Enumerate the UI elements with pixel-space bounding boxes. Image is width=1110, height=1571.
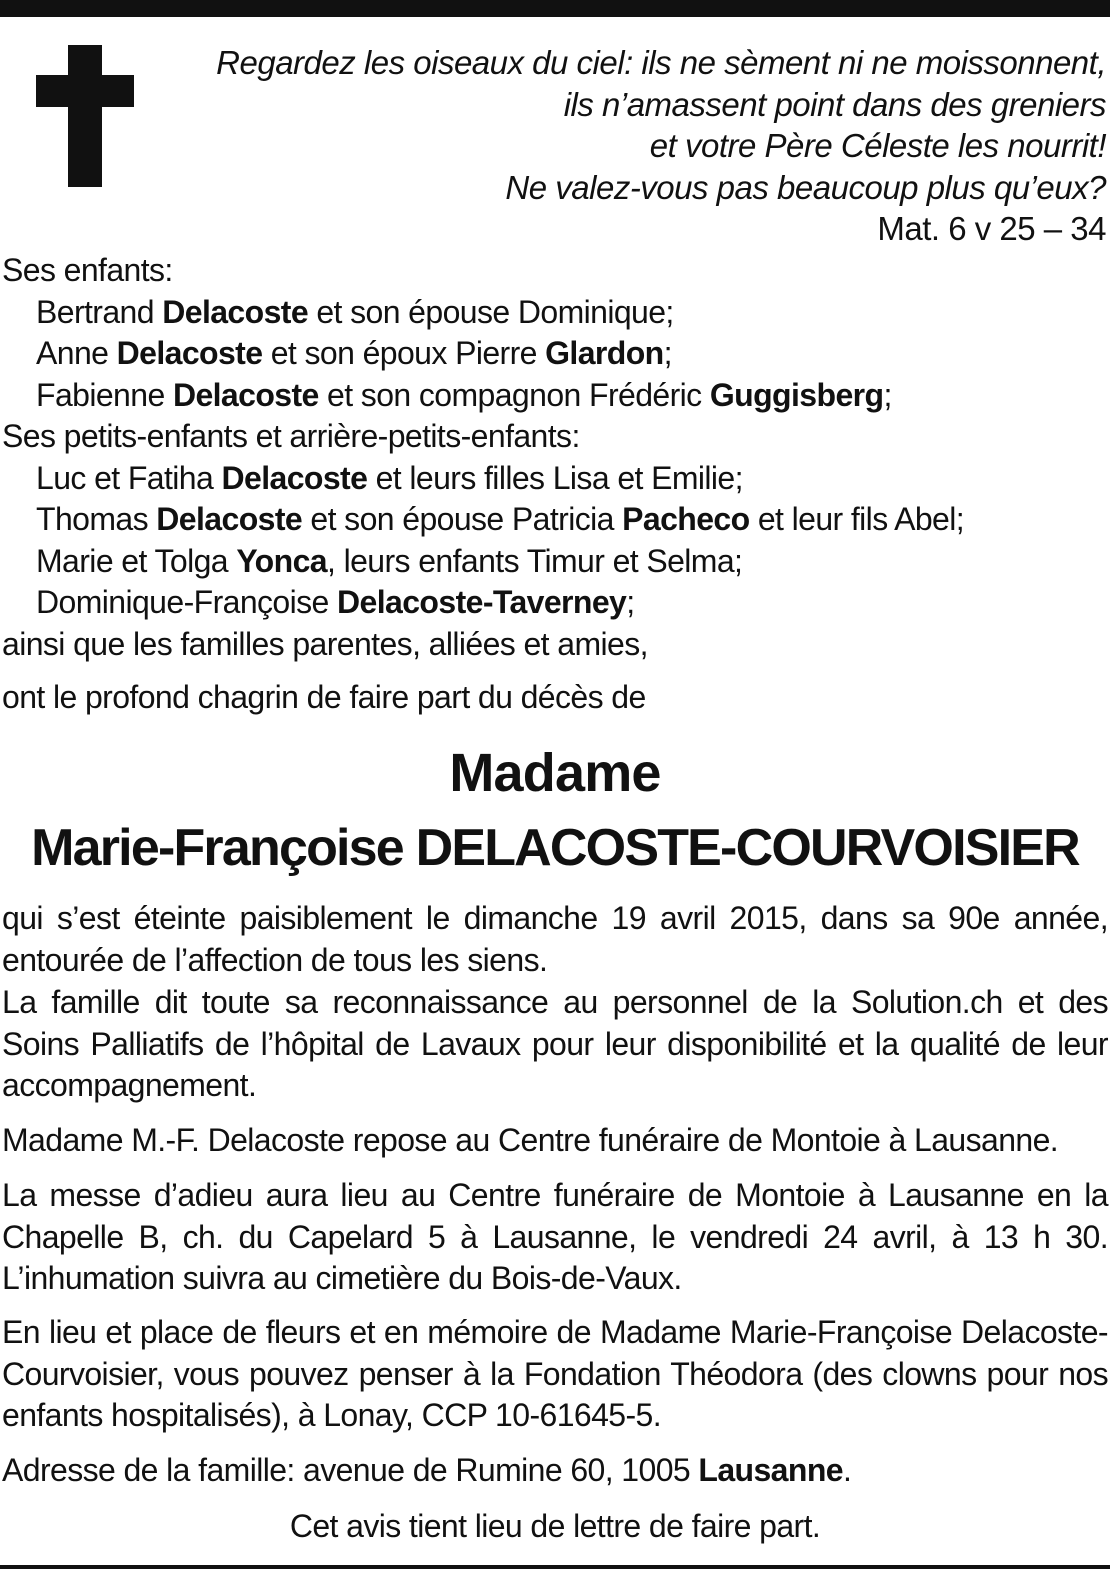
family-address: Adresse de la famille: avenue de Rumine 60, 1005 Lausanne.: [2, 1452, 852, 1488]
closing-note: Cet avis tient lieu de lettre de faire part.: [289, 1508, 821, 1544]
deceased-title: Madame: [449, 743, 661, 803]
list-item: Bertrand Delacoste et son épouse Dominique;: [36, 293, 674, 330]
list-item: Thomas Delacoste et son épouse Patricia Pacheco et leur fils Abel;: [36, 501, 965, 537]
mass-paragraph: La messe d’adieu aura lieu au Centre funéraire de Montoie à Lausanne en la Chapelle B, ch. du Capelard 5 à Lausanne, le vendredi 24 avril, à 13 h 30. L’inhumation suivra au cimetière du Bois-de-Vaux.: [2, 1177, 1108, 1296]
list-item: Fabienne Delacoste et son compagnon Frédéric Guggisberg;: [36, 376, 892, 413]
bible-verse: [146, 42, 1106, 250]
verse-line-2: ils n’amassent point dans des greniers: [563, 85, 1106, 123]
announcement: ont le profond chagrin de faire part du décès de: [2, 679, 646, 715]
top-rule: [0, 0, 1110, 17]
donation-paragraph: En lieu et place de fleurs et en mémoire de Madame Marie-Françoise Delacoste-Courvoisier, vous pouvez penser à la Fondation Théodora (des clowns pour nos enfants hospitalisés), à Lonay, CCP 10-61645-5.: [2, 1314, 1108, 1433]
passing-paragraph: qui s’est éteinte paisiblement le dimanche 19 avril 2015, dans sa 90e année, entourée de l’affection de tous les siens.: [2, 900, 1108, 978]
verse-line-3: et votre Père Céleste les nourrit!: [649, 127, 1106, 164]
list-item: Anne Delacoste et son époux Pierre Glardon;: [36, 335, 672, 371]
list-item: Dominique-Françoise Delacoste-Taverney;: [36, 584, 635, 620]
verse-line-1: Regardez les oiseaux du ciel: ils ne sèment ni ne moissonnent,: [216, 44, 1106, 81]
list-item: Marie et Tolga Yonca, leurs enfants Timur et Selma;: [36, 542, 743, 579]
others-line: ainsi que les familles parentes, alliées et amies,: [2, 625, 648, 662]
rest-paragraph: Madame M.-F. Delacoste repose au Centre funéraire de Montoie à Lausanne.: [2, 1122, 1059, 1158]
family-list: [2, 250, 1108, 665]
children-label: Ses enfants:: [2, 252, 173, 288]
list-item: Luc et Fatiha Delacoste et leurs filles Lisa et Emilie;: [36, 459, 743, 496]
deceased-name: Marie-Françoise DELACOSTE-COURVOISIER: [31, 819, 1079, 877]
bottom-rule: [0, 1565, 1110, 1569]
verse-reference: Mat. 6 v 25 – 34: [877, 210, 1106, 247]
cross-icon: [36, 45, 134, 187]
verse-line-4: Ne valez-vous pas beaucoup plus qu’eux?: [505, 168, 1106, 206]
thanks-paragraph: La famille dit toute sa reconnaissance au personnel de la Solution.ch et des Soins Palliatifs de l’hôpital de Lavaux pour leur disponibilité et la qualité de leur accompagnement.: [2, 984, 1108, 1103]
address-city: Lausanne: [698, 1452, 843, 1488]
grandchildren-label: Ses petits-enfants et arrière-petits-enfants:: [2, 418, 580, 454]
